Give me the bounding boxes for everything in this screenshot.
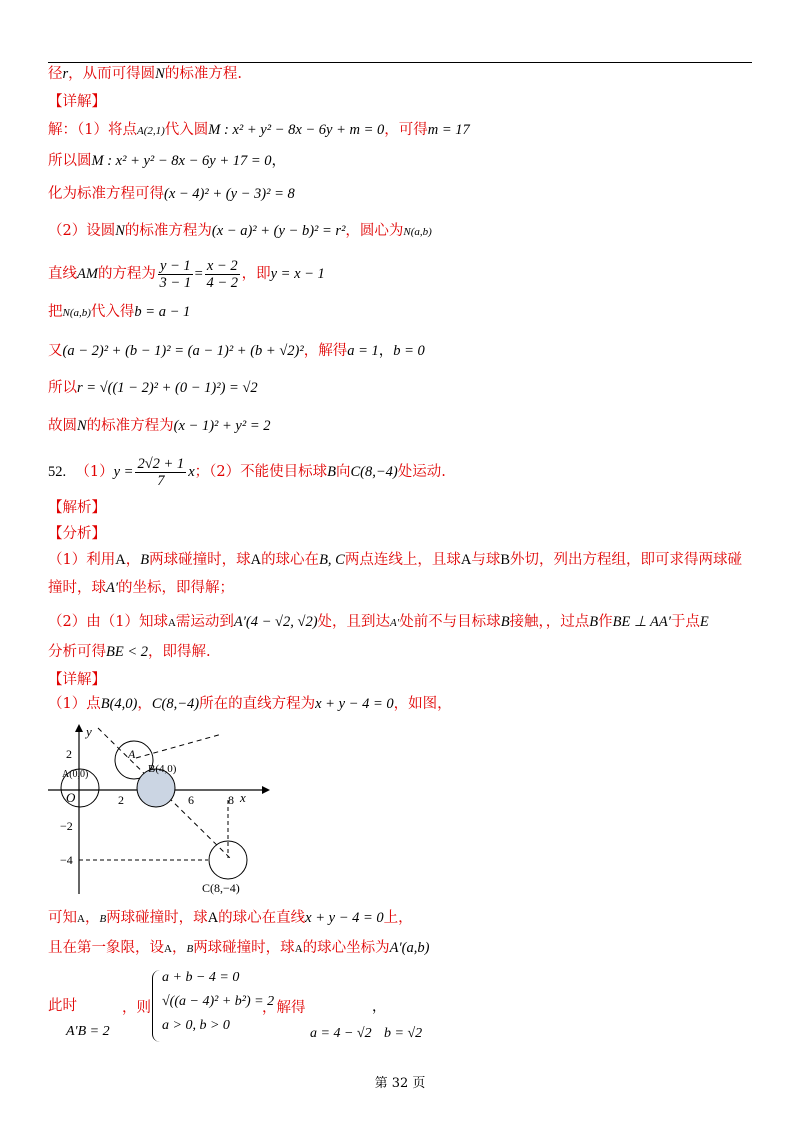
- text-line: [48, 64, 242, 84]
- text: 的标准方程.: [164, 66, 242, 82]
- tick-y: −2: [60, 819, 73, 833]
- text-line: 又(a − 2)² + (b − 1)² = (a − 1)² + (b + √2)²，解得a = 1，b = 0: [48, 343, 425, 359]
- label-A00: A(0,0): [62, 769, 89, 780]
- text: ，从而可得圆: [68, 66, 156, 82]
- tick-y: 2: [66, 747, 72, 761]
- x-label: x: [240, 790, 246, 805]
- text-line: 把N(a,b)代入得b = a − 1: [48, 304, 191, 320]
- text-line: 直线AM的方程为 $\frac{y - 1}{3 - 1}$ = $\frac{x - 2}{4 - 2}$ ，即y = x − 1: [48, 257, 325, 291]
- label-C: C(8,−4): [202, 881, 240, 895]
- tick-y: −4: [60, 853, 73, 867]
- dashed-line: [136, 734, 222, 758]
- math: a = 4 − √2: [310, 1026, 372, 1041]
- system-eq: a > 0, b > 0: [162, 1018, 230, 1033]
- text-line: 解：（1）将点A(2,1)代入圆M : x² + y² − 8x − 6y + m = 0，可得m = 17: [48, 122, 470, 138]
- analysis-heading: 【解析】: [48, 500, 106, 516]
- circle-C: [209, 841, 247, 879]
- origin-label: O: [66, 790, 76, 805]
- tick-x: 8: [228, 793, 234, 807]
- text-line: （2）设圆N的标准方程为(x − a)² + (y − b)² = r²，圆心为N(a,b): [48, 223, 432, 239]
- text-line: 所以圆M : x² + y² − 8x − 6y + 17 = 0，: [48, 153, 287, 169]
- top-rule: [48, 62, 752, 63]
- text: 径: [48, 66, 63, 82]
- text-line: 所以r = √((1 − 2)² + (0 − 1)²) = √2: [48, 380, 258, 396]
- comma: ，: [372, 1000, 386, 1015]
- text-line: 此时: [48, 998, 77, 1014]
- text-line: 化为标准方程可得(x − 4)² + (y − 3)² = 8: [48, 186, 295, 202]
- system-brace: [152, 970, 161, 1042]
- text-line: 故圆N的标准方程为(x − 1)² + y² = 2: [48, 418, 271, 434]
- system-eq: √((a − 4)² + b²) = 2: [162, 994, 275, 1009]
- text-line: 分析可得BE < 2，即得解.: [48, 644, 211, 660]
- text: ，解得: [262, 1000, 306, 1016]
- math: b = √2: [384, 1026, 423, 1041]
- tick-x: 6: [188, 793, 194, 807]
- text-line: 且在第一象限，设A，B两球碰撞时，球A的球心坐标为A′(a,b): [48, 940, 430, 956]
- text-line: （1）利用A，B两球碰撞时，球A的球心在B, C两点连线上，且球A与球B外切，列出方程组，即可求得两球碰: [48, 552, 742, 568]
- y-axis-arrow: [75, 724, 83, 732]
- y-label: y: [86, 724, 92, 739]
- detail-heading-2: 【详解】: [48, 672, 106, 688]
- text-line: （2）由（1）知球A需运动到A′(4 − √2, √2)处，且到达A′处前不与目标球B接触，，过点B作BE ⊥ AA′于点E: [48, 614, 709, 630]
- system-eq: a + b − 4 = 0: [162, 970, 240, 985]
- label-A: A: [128, 747, 136, 761]
- math: A′B = 2: [66, 1024, 110, 1039]
- page-footer: 第 32 页: [374, 1076, 426, 1091]
- label-B40: B(4,0): [148, 763, 177, 775]
- question-52: 52. （1）y = $\frac{2√2 + 1}{7}$ x；（2）不能使目标球B向C(8,−4)处运动.: [48, 455, 446, 489]
- fenxi-heading: 【分析】: [48, 526, 106, 542]
- text-line: 可知A，B两球碰撞时，球A的球心在直线x + y − 4 = 0上，: [48, 910, 413, 926]
- math: r: [62, 66, 69, 82]
- text-line: （1）点B(4,0)，C(8,−4)所在的直线方程为x + y − 4 = 0，如图，: [48, 696, 452, 712]
- math: N: [155, 66, 165, 82]
- text-line: 撞时，球A′的坐标，即得解；: [48, 580, 235, 596]
- tick-x: 2: [118, 793, 124, 807]
- coordinate-figure: [40, 722, 270, 897]
- detail-heading: 【详解】: [48, 94, 106, 110]
- text: ，则: [122, 1000, 151, 1016]
- x-axis-arrow: [262, 786, 270, 794]
